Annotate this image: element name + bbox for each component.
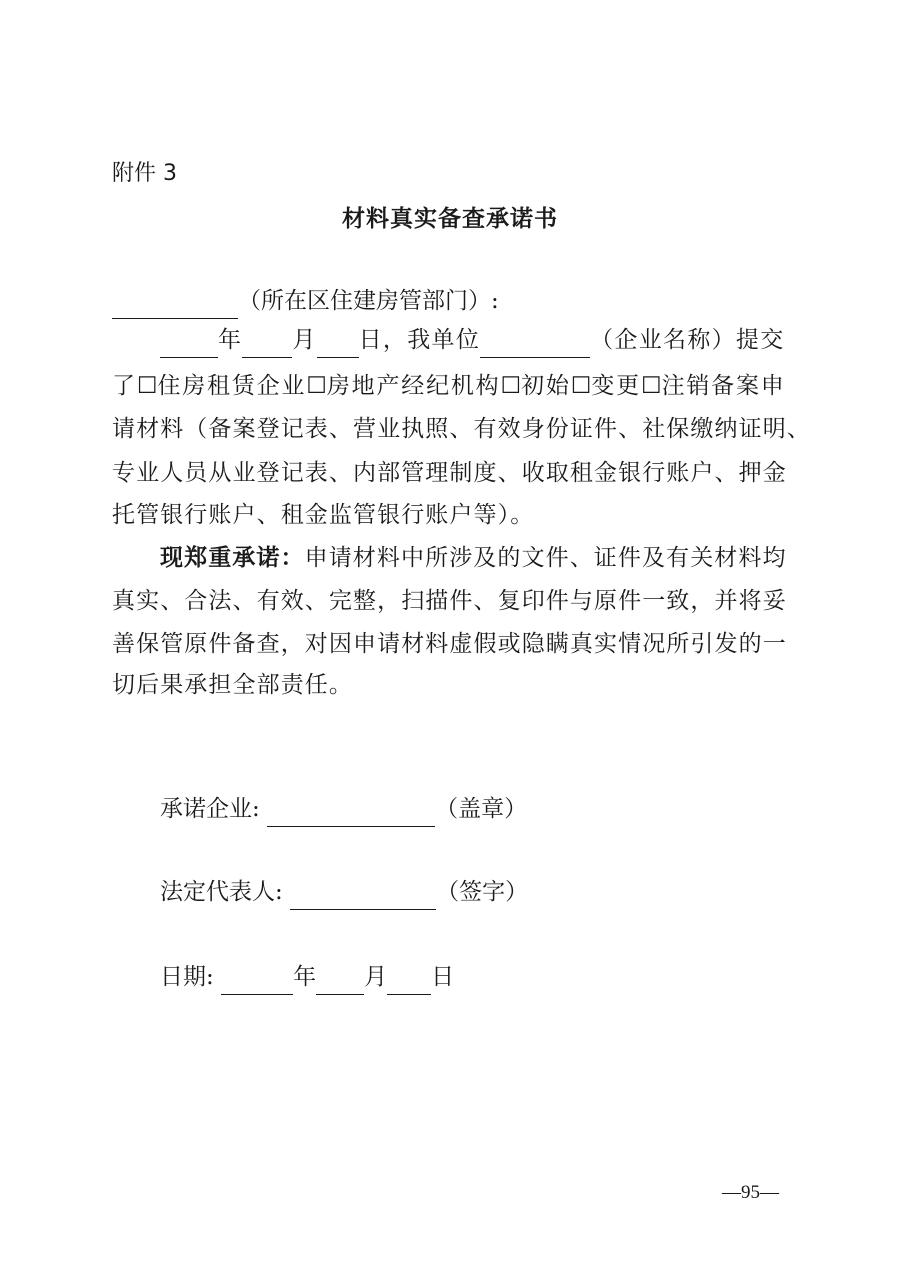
sign-year-label: 年 <box>293 964 317 990</box>
company-name-blank[interactable] <box>480 329 590 358</box>
sign-year-blank[interactable] <box>221 966 293 995</box>
signature-company-line <box>160 791 527 827</box>
year-blank[interactable] <box>160 329 218 358</box>
signature-note: （签字） <box>436 879 529 905</box>
paragraph-1-line-1 <box>160 322 785 358</box>
paragraph-2-line-2: 真实、合法、有效、完整，扫描件、复印件与原件一致，并将妥 <box>112 588 787 614</box>
checkbox-change[interactable]: ☐ <box>570 373 592 399</box>
option-initial: 初始 <box>521 373 571 399</box>
document-title: 材料真实备查承诺书 <box>342 206 558 232</box>
text-le: 了 <box>112 373 137 399</box>
seal-note: （盖章） <box>435 796 528 822</box>
signature-representative-line <box>160 874 528 910</box>
addressee-suffix: （所在区住建房管部门）: <box>238 288 499 314</box>
signature-date-line <box>160 959 454 995</box>
paragraph-1-line-4: 专业人员从业登记表、内部管理制度、收取租金银行账户、押金 <box>112 460 787 486</box>
company-label: 承诺企业: <box>160 796 260 822</box>
paragraph-1-line-5: 托管银行账户、租金监管银行账户等）。 <box>112 502 535 528</box>
sign-day-label: 日 <box>431 964 455 990</box>
paragraph-2-line-4: 切后果承担全部责任。 <box>112 672 353 698</box>
commitment-text-1: 申请材料中所涉及的文件、证件及有关材料均 <box>304 545 787 571</box>
option-rental-enterprise: 住房租赁企业 <box>157 373 307 399</box>
paragraph-2-line-1 <box>160 540 787 576</box>
option-change: 变更 <box>591 373 641 399</box>
company-name-hint: （企业名称）提交 <box>590 327 785 353</box>
paragraph-2-line-3: 善保管原件备查，对因申请材料虚假或隐瞒真实情况所引发的一 <box>112 631 787 657</box>
sign-day-blank[interactable] <box>387 966 431 995</box>
day-blank[interactable] <box>317 329 359 358</box>
day-label: 日，我单位 <box>358 327 481 353</box>
option-cancel: 注销备案申 <box>661 373 786 399</box>
paragraph-1-line-2 <box>112 368 786 404</box>
checkbox-rental-enterprise[interactable]: ☐ <box>136 373 158 399</box>
checkbox-cancel[interactable]: ☐ <box>640 373 662 399</box>
company-seal-blank[interactable] <box>267 798 435 827</box>
option-brokerage-agency: 房地产经纪机构 <box>326 373 501 399</box>
checkbox-initial[interactable]: ☐ <box>500 373 522 399</box>
department-blank[interactable] <box>112 290 238 319</box>
addressee-line <box>112 283 499 319</box>
month-label: 月 <box>292 327 317 353</box>
sign-month-blank[interactable] <box>316 966 364 995</box>
year-label: 年 <box>218 327 243 353</box>
sign-month-label: 月 <box>364 964 388 990</box>
month-blank[interactable] <box>242 329 292 358</box>
representative-signature-blank[interactable] <box>290 881 436 910</box>
commitment-lead: 现郑重承诺： <box>160 545 305 571</box>
paragraph-1-line-3: 请材料（备案登记表、营业执照、有效身份证件、社保缴纳证明、 <box>112 416 811 442</box>
checkbox-brokerage-agency[interactable]: ☐ <box>306 373 327 399</box>
attachment-label: 附件 3 <box>112 161 177 186</box>
page-number: —95— <box>722 1182 779 1203</box>
representative-label: 法定代表人: <box>160 879 283 905</box>
date-label: 日期: <box>160 964 214 990</box>
